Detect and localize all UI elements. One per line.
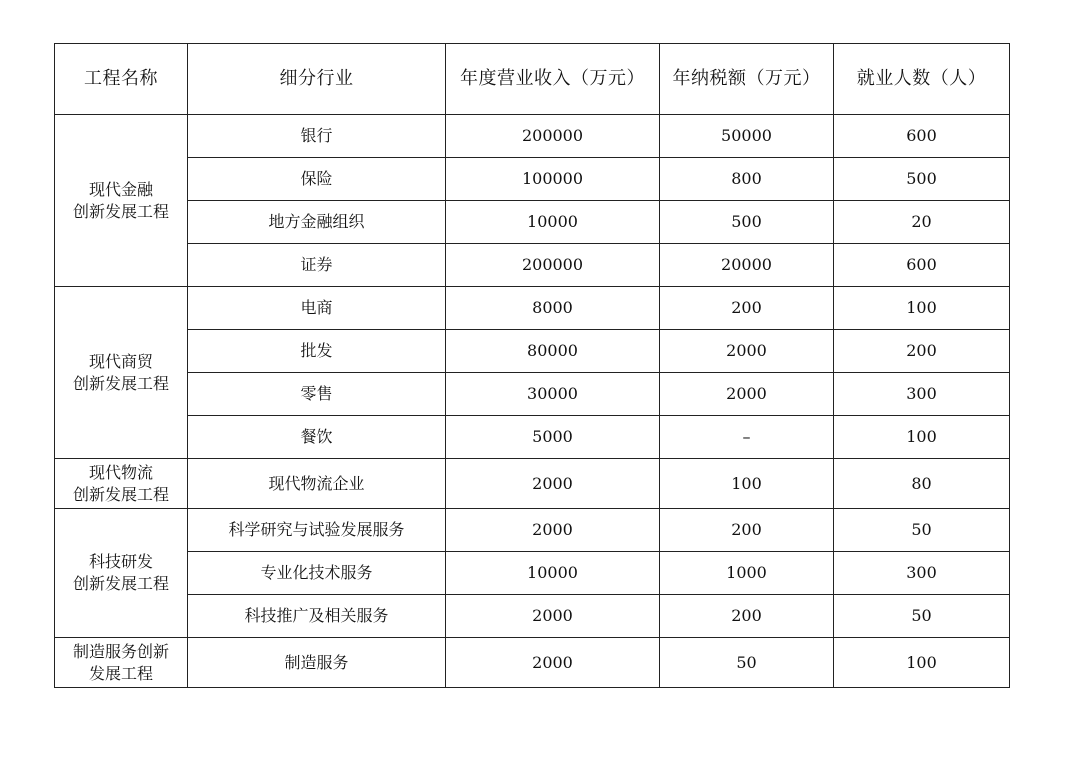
group-name-cell — [55, 509, 188, 638]
tax-cell: 1000 — [660, 552, 834, 595]
table-row — [55, 509, 1010, 552]
header-revenue: 年度营业收入（万元） — [446, 44, 660, 115]
table-row — [55, 115, 1010, 158]
revenue-cell: 2000 — [446, 638, 660, 688]
revenue-cell: 100000 — [446, 158, 660, 201]
industry-cell: 电商 — [188, 287, 446, 330]
employment-cell: 600 — [834, 244, 1010, 287]
group-name-line: 创新发展工程 — [72, 574, 169, 593]
tax-cell: 100 — [660, 459, 834, 509]
tax-cell: 800 — [660, 158, 834, 201]
industry-cell: 餐饮 — [188, 416, 446, 459]
revenue-cell: 30000 — [446, 373, 660, 416]
group-name-line: 创新发展工程 — [72, 201, 169, 221]
industry-cell: 专业化技术服务 — [188, 552, 446, 595]
industry-cell: 制造服务 — [188, 638, 446, 688]
employment-cell: 500 — [834, 158, 1010, 201]
tax-cell: 200 — [660, 287, 834, 330]
table-row — [55, 552, 1010, 595]
tax-cell: 50 — [660, 638, 834, 688]
group-name-line: 科技研发 — [88, 552, 153, 571]
employment-cell: 80 — [834, 459, 1010, 509]
revenue-cell: 5000 — [446, 416, 660, 459]
revenue-cell: 10000 — [446, 552, 660, 595]
header-industry: 细分行业 — [188, 44, 446, 115]
group-name-cell — [55, 459, 188, 509]
employment-cell: 50 — [834, 509, 1010, 552]
table-row — [55, 638, 1010, 688]
header-employment: 就业人数（人） — [834, 44, 1010, 115]
employment-cell: 200 — [834, 330, 1010, 373]
tax-cell: 20000 — [660, 244, 834, 287]
revenue-cell: 200000 — [446, 115, 660, 158]
tax-cell: – — [660, 416, 834, 459]
table-row — [55, 459, 1010, 509]
table-row — [55, 330, 1010, 373]
industry-cell: 批发 — [188, 330, 446, 373]
group-name-cell — [55, 115, 188, 287]
header-tax: 年纳税额（万元） — [660, 44, 834, 115]
tax-cell: 200 — [660, 509, 834, 552]
group-name-line: 发展工程 — [88, 663, 153, 683]
industry-cell: 零售 — [188, 373, 446, 416]
industry-data-table — [54, 43, 1010, 688]
tax-cell: 2000 — [660, 373, 834, 416]
group-name-cell — [55, 287, 188, 459]
employment-cell: 600 — [834, 115, 1010, 158]
group-name-line: 现代物流 — [88, 462, 153, 482]
revenue-cell: 2000 — [446, 509, 660, 552]
employment-cell: 300 — [834, 373, 1010, 416]
industry-cell: 证券 — [188, 244, 446, 287]
table-row — [55, 244, 1010, 287]
revenue-cell: 10000 — [446, 201, 660, 244]
group-name-line: 创新发展工程 — [72, 373, 169, 393]
industry-cell: 科学研究与试验发展服务 — [188, 509, 446, 552]
revenue-cell: 80000 — [446, 330, 660, 373]
table-row — [55, 158, 1010, 201]
employment-cell: 20 — [834, 201, 1010, 244]
table-row — [55, 373, 1010, 416]
industry-cell: 银行 — [188, 115, 446, 158]
revenue-cell: 2000 — [446, 595, 660, 638]
employment-cell: 300 — [834, 552, 1010, 595]
revenue-cell: 8000 — [446, 287, 660, 330]
group-name-line: 创新发展工程 — [72, 484, 169, 504]
table-row — [55, 595, 1010, 638]
industry-cell: 科技推广及相关服务 — [188, 595, 446, 638]
table-row — [55, 287, 1010, 330]
tax-cell: 2000 — [660, 330, 834, 373]
header-project-name: 工程名称 — [55, 44, 188, 115]
group-name-line: 制造服务创新 — [72, 641, 169, 661]
group-name-cell — [55, 638, 188, 688]
tax-cell: 200 — [660, 595, 834, 638]
table-row — [55, 201, 1010, 244]
group-name-line: 现代商贸 — [88, 351, 153, 371]
revenue-cell: 2000 — [446, 459, 660, 509]
employment-cell: 100 — [834, 287, 1010, 330]
industry-cell: 现代物流企业 — [188, 459, 446, 509]
group-name-line: 现代金融 — [88, 179, 153, 199]
employment-cell: 100 — [834, 416, 1010, 459]
tax-cell: 50000 — [660, 115, 834, 158]
table-row — [55, 416, 1010, 459]
tax-cell: 500 — [660, 201, 834, 244]
industry-cell: 地方金融组织 — [188, 201, 446, 244]
revenue-cell: 200000 — [446, 244, 660, 287]
industry-cell: 保险 — [188, 158, 446, 201]
header-row — [55, 44, 1010, 115]
employment-cell: 100 — [834, 638, 1010, 688]
employment-cell: 50 — [834, 595, 1010, 638]
